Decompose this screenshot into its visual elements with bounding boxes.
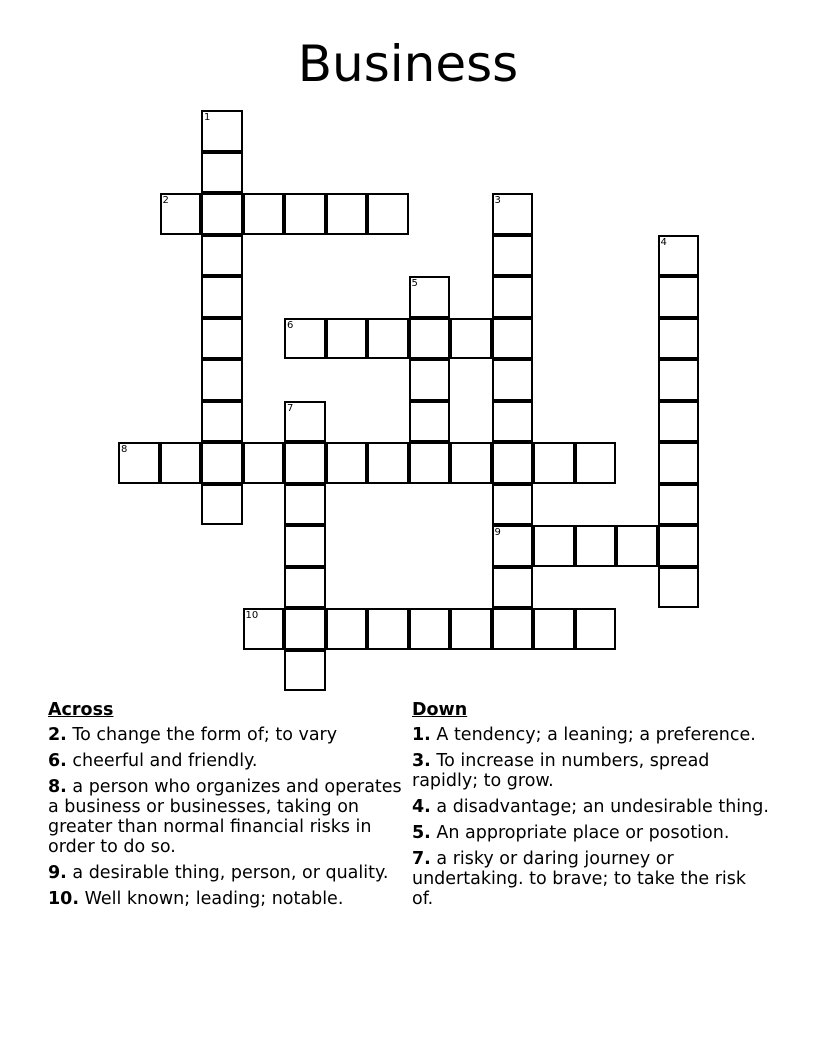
clue-text: a risky or daring journey or undertaking. to brave; to take the risk of. xyxy=(412,849,747,909)
grid-cell[interactable] xyxy=(367,608,409,650)
grid-cell[interactable] xyxy=(492,401,534,443)
clue-number: 5. xyxy=(412,823,431,843)
clue-number: 6. xyxy=(48,751,67,771)
cell-number: 7 xyxy=(287,402,294,414)
cell-number: 2 xyxy=(162,195,169,206)
clue-across-8 xyxy=(48,777,410,857)
grid-cell[interactable] xyxy=(616,525,658,567)
grid-cell[interactable] xyxy=(492,608,534,650)
grid-cell[interactable] xyxy=(409,608,451,650)
clue-down-3 xyxy=(412,751,772,791)
grid-cell[interactable] xyxy=(284,484,326,526)
grid-cell[interactable] xyxy=(284,567,326,609)
clue-number: 3. xyxy=(412,751,431,771)
cell-number: 3 xyxy=(494,195,501,206)
grid-cell[interactable] xyxy=(326,193,368,235)
grid-cell[interactable] xyxy=(284,193,326,235)
grid-cell[interactable] xyxy=(201,359,243,401)
grid-cell[interactable] xyxy=(492,318,534,360)
grid-cell[interactable] xyxy=(326,318,368,360)
clue-across-9 xyxy=(48,863,410,883)
grid-cell[interactable] xyxy=(575,525,617,567)
grid-cell[interactable] xyxy=(492,235,534,277)
grid-cell[interactable] xyxy=(243,193,285,235)
clue-text: A tendency; a leaning; a preference. xyxy=(436,725,756,745)
grid-cell[interactable] xyxy=(326,442,368,484)
grid-cell[interactable] xyxy=(201,152,243,194)
grid-cell[interactable] xyxy=(201,318,243,360)
grid-cell[interactable] xyxy=(284,318,326,360)
grid-cell[interactable] xyxy=(658,442,700,484)
cell-number: 4 xyxy=(660,236,667,248)
clue-text: a disadvantage; an undesirable thing. xyxy=(436,797,769,817)
grid-cell[interactable] xyxy=(201,110,243,152)
grid-cell[interactable] xyxy=(409,276,451,318)
grid-cell[interactable] xyxy=(450,442,492,484)
clue-text: Well known; leading; notable. xyxy=(84,889,344,909)
grid-cell[interactable] xyxy=(492,276,534,318)
cell-number: 8 xyxy=(121,444,128,455)
clue-number: 2. xyxy=(48,725,67,745)
across-clues xyxy=(48,700,410,915)
grid-cell[interactable] xyxy=(284,525,326,567)
clue-text: An appropriate place or posotion. xyxy=(436,823,730,843)
grid-cell[interactable] xyxy=(284,442,326,484)
grid-cell[interactable] xyxy=(658,359,700,401)
grid-cell[interactable] xyxy=(326,608,368,650)
clue-down-1 xyxy=(412,725,772,745)
cell-number: 5 xyxy=(411,278,418,289)
grid-cell[interactable] xyxy=(243,442,285,484)
grid-cell[interactable] xyxy=(658,235,700,277)
grid-cell[interactable] xyxy=(201,401,243,443)
clue-text: To increase in numbers, spread rapidly; to grow. xyxy=(412,751,710,791)
grid-cell[interactable] xyxy=(492,525,534,567)
clue-down-5 xyxy=(412,823,772,843)
clue-down-7 xyxy=(412,849,772,909)
grid-cell[interactable] xyxy=(118,442,160,484)
clue-number: 10. xyxy=(48,889,80,909)
grid-cell[interactable] xyxy=(367,193,409,235)
grid-cell[interactable] xyxy=(533,442,575,484)
grid-cell[interactable] xyxy=(533,525,575,567)
grid-cell[interactable] xyxy=(201,235,243,277)
grid-cell[interactable] xyxy=(658,484,700,526)
grid-cell[interactable] xyxy=(492,484,534,526)
grid-cell[interactable] xyxy=(450,608,492,650)
grid-cell[interactable] xyxy=(658,276,700,318)
grid-cell[interactable] xyxy=(492,193,534,235)
grid-cell[interactable] xyxy=(409,318,451,360)
across-heading: Across xyxy=(48,700,114,720)
grid-cell[interactable] xyxy=(492,359,534,401)
grid-cell[interactable] xyxy=(409,442,451,484)
grid-cell[interactable] xyxy=(492,442,534,484)
grid-cell[interactable] xyxy=(409,401,451,443)
grid-cell[interactable] xyxy=(658,318,700,360)
grid-cell[interactable] xyxy=(284,608,326,650)
clue-text: a desirable thing, person, or quality. xyxy=(72,863,389,883)
grid-cell[interactable] xyxy=(575,608,617,650)
grid-cell[interactable] xyxy=(243,608,285,650)
grid-cell[interactable] xyxy=(201,276,243,318)
clue-number: 8. xyxy=(48,777,67,797)
down-heading: Down xyxy=(412,700,468,720)
grid-cell[interactable] xyxy=(658,401,700,443)
clue-number: 9. xyxy=(48,863,67,883)
grid-cell[interactable] xyxy=(533,608,575,650)
cell-number: 10 xyxy=(245,610,259,621)
down-clues xyxy=(412,700,772,915)
clue-across-6 xyxy=(48,751,410,771)
grid-cell[interactable] xyxy=(658,525,700,567)
grid-cell[interactable] xyxy=(284,650,326,692)
grid-cell[interactable] xyxy=(284,401,326,443)
grid-cell[interactable] xyxy=(160,193,202,235)
grid-cell[interactable] xyxy=(201,484,243,526)
clue-number: 7. xyxy=(412,849,431,869)
clue-text: To change the form of; to vary xyxy=(72,725,338,745)
clue-number: 1. xyxy=(412,725,431,745)
grid-cell[interactable] xyxy=(492,567,534,609)
puzzle-title: Business xyxy=(297,35,519,93)
grid-cell[interactable] xyxy=(201,442,243,484)
clue-number: 4. xyxy=(412,797,431,817)
grid-cell[interactable] xyxy=(367,442,409,484)
cell-number: 9 xyxy=(494,527,501,538)
clue-across-10 xyxy=(48,889,410,909)
clue-text: a person who organizes and operates a business or businesses, taking on greater than normal financial risks in order to do so. xyxy=(48,777,402,857)
clue-across-2 xyxy=(48,725,410,745)
grid-cell[interactable] xyxy=(201,193,243,235)
grid-cell[interactable] xyxy=(160,442,202,484)
grid-cell[interactable] xyxy=(575,442,617,484)
clue-down-4 xyxy=(412,797,772,817)
grid-cell[interactable] xyxy=(450,318,492,360)
grid-cell[interactable] xyxy=(367,318,409,360)
clue-text: cheerful and friendly. xyxy=(72,751,258,771)
grid-cell[interactable] xyxy=(658,567,700,609)
cell-number: 6 xyxy=(287,319,294,331)
cell-number: 1 xyxy=(204,112,211,123)
grid-cell[interactable] xyxy=(409,359,451,401)
